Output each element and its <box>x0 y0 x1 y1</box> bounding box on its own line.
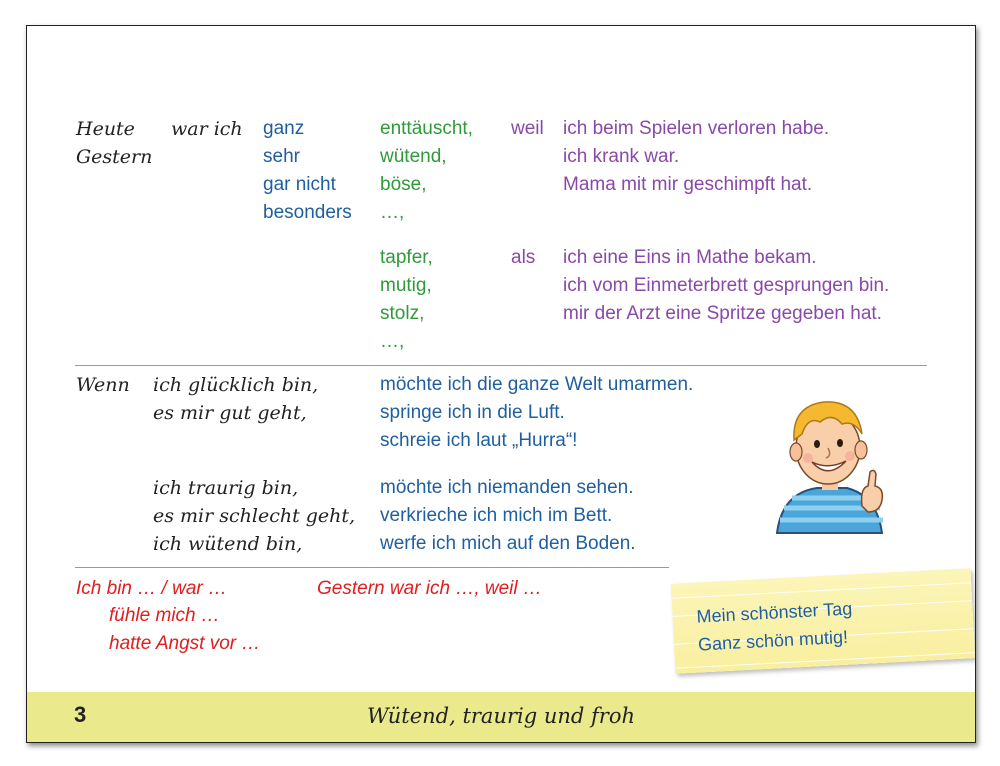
intensity-word: gar nicht <box>263 174 336 195</box>
conjunction-weil: weil <box>511 118 544 139</box>
condition-text: ich wütend bin, <box>153 533 303 555</box>
emotion-word: tapfer, <box>380 247 433 268</box>
prompt-text: hatte Angst vor … <box>109 633 261 654</box>
time-gestern: Gestern <box>76 146 153 168</box>
condition-text: es mir gut geht, <box>153 402 307 424</box>
intensity-word: sehr <box>263 146 300 167</box>
reason-text: mir der Arzt eine Spritze gegeben hat. <box>563 303 882 324</box>
result-text: schreie ich laut „Hurra“! <box>380 430 578 451</box>
footer-bar <box>27 692 975 742</box>
boy-thumbs-up-illustration <box>762 388 892 538</box>
result-text: springe ich in die Luft. <box>380 402 565 423</box>
note-line: Ganz schön mutig! <box>697 626 849 655</box>
result-text: verkrieche ich mich im Bett. <box>380 505 613 526</box>
conjunction-als: als <box>511 247 536 268</box>
prompt-text: Gestern war ich …, weil … <box>317 578 542 599</box>
emotion-word: …, <box>380 331 405 352</box>
reason-text: ich beim Spielen verloren habe. <box>563 118 830 139</box>
reason-text: Mama mit mir geschimpft hat. <box>563 174 813 195</box>
result-text: werfe ich mich auf den Boden. <box>380 533 636 554</box>
section-divider <box>75 567 669 568</box>
emotion-word: mutig, <box>380 275 432 296</box>
prompt-text: Ich bin … / war … <box>76 578 227 599</box>
reason-text: ich krank war. <box>563 146 680 167</box>
intensity-word: ganz <box>263 118 305 139</box>
page-number: 3 <box>74 702 87 727</box>
emotion-word: enttäuscht, <box>380 118 473 139</box>
condition-text: ich traurig bin, <box>153 477 299 499</box>
emotion-word: böse, <box>380 174 427 195</box>
reason-text: ich eine Eins in Mathe bekam. <box>563 247 817 268</box>
time-heute: Heute <box>76 118 135 140</box>
wenn-label: Wenn <box>76 374 130 396</box>
prompt-text: fühle mich … <box>109 605 220 626</box>
verb-war-ich: war ich <box>171 118 243 140</box>
intensity-word: besonders <box>263 202 352 223</box>
condition-text: ich glücklich bin, <box>153 374 319 396</box>
emotion-word: wütend, <box>380 146 447 167</box>
worksheet-card <box>26 25 976 743</box>
result-text: möchte ich die ganze Welt umarmen. <box>380 374 694 395</box>
note-line: Mein schönster Tag <box>696 598 853 627</box>
section-divider <box>75 365 927 366</box>
emotion-word: …, <box>380 202 405 223</box>
footer-title: Wütend, traurig und froh <box>367 704 635 728</box>
sticky-note <box>671 568 975 674</box>
emotion-word: stolz, <box>380 303 425 324</box>
result-text: möchte ich niemanden sehen. <box>380 477 634 498</box>
condition-text: es mir schlecht geht, <box>153 505 356 527</box>
reason-text: ich vom Einmeterbrett gesprungen bin. <box>563 275 890 296</box>
